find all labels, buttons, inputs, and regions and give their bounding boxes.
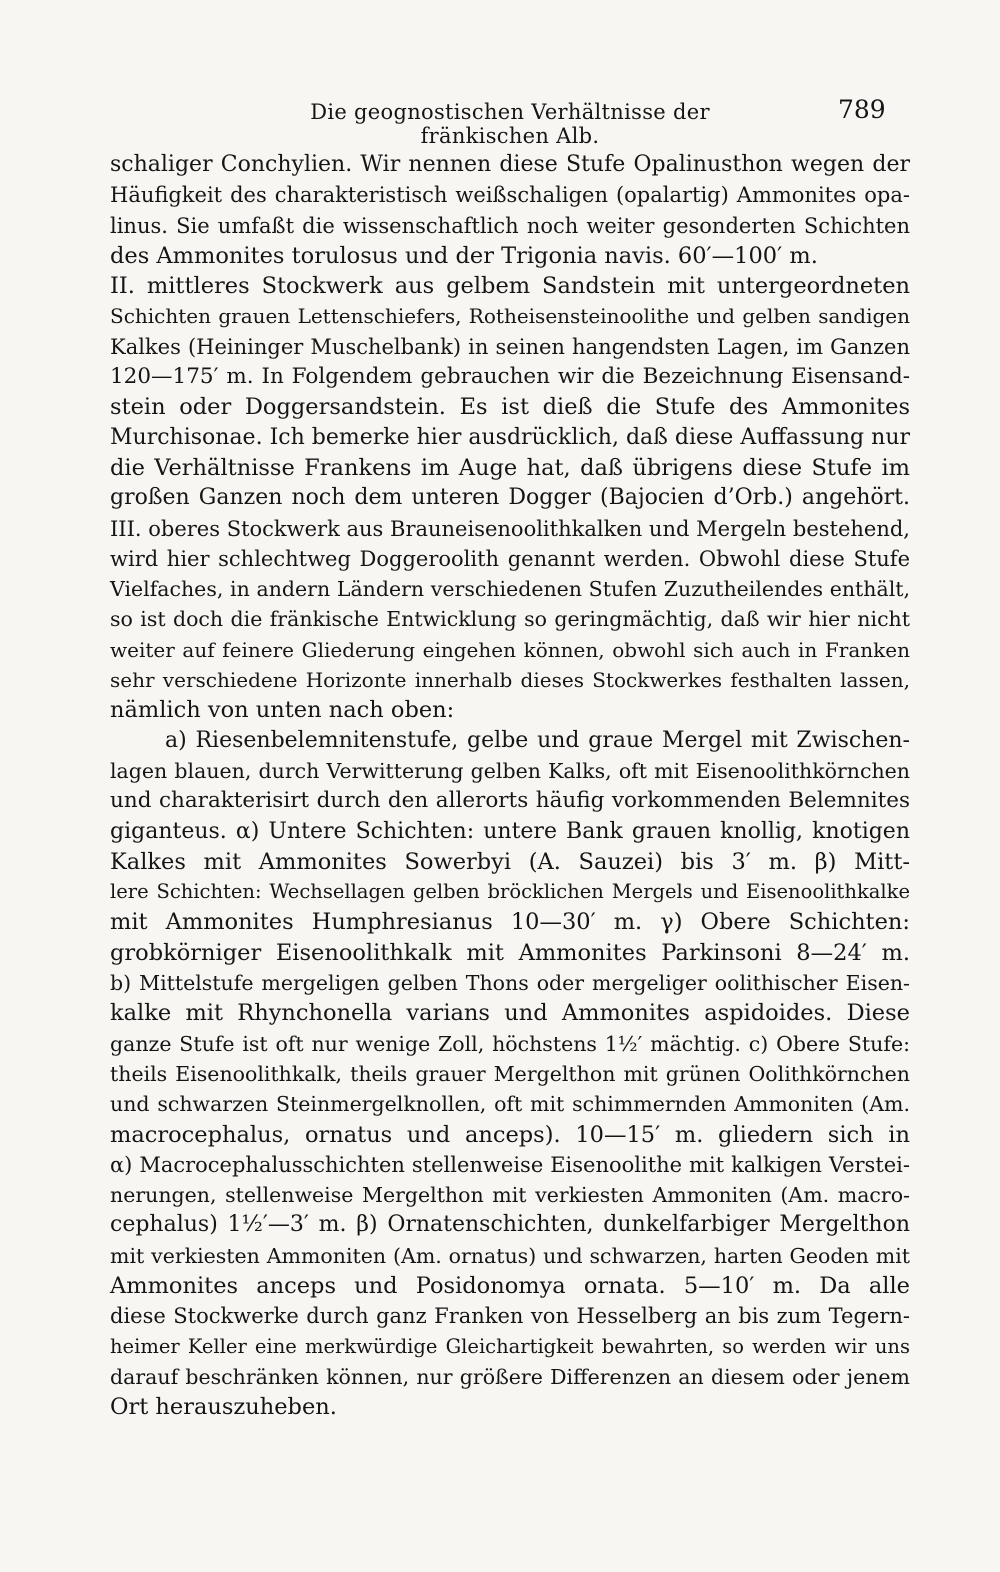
text-line: grobkörniger Eisenoolithkalk mit Ammonites Parkinsoni 8—24′ m. <box>110 939 910 966</box>
body-text <box>110 150 910 1422</box>
text-line: nerungen, stellenweise Mergelthon mit verkiesten Ammoniten (Am. macro- <box>110 1183 910 1208</box>
text-line: mit verkiesten Ammoniten (Am. ornatus) und schwarzen, harten Geoden mit <box>110 1243 910 1268</box>
text-line: III. oberes Stockwerk aus Brauneisenoolithkalken und Mergeln bestehend, <box>110 516 910 541</box>
text-line: linus. Sie umfaßt die wissenschaftlich noch weiter gesonderten Schichten <box>110 213 910 238</box>
text-line: Ort herauszuheben. <box>110 1394 337 1421</box>
text-line: lagen blauen, durch Verwitterung gelben Kalks, oft mit Eisenoolithkörnchen <box>110 758 910 783</box>
text-line: a) Riesenbelemnitenstufe, gelbe und graue Mergel mit Zwischen- <box>165 727 910 753</box>
text-line: mit Ammonites Humphresianus 10—30′ m. γ) Obere Schichten: <box>110 909 910 936</box>
text-line: sehr verschiedene Horizonte innerhalb dieses Stockwerkes festhalten lassen, <box>110 668 910 693</box>
text-line: α) Macrocephalusschichten stellenweise Eisenoolithe mit kalkigen Verstei- <box>110 1152 910 1177</box>
text-line: 120—175′ m. In Folgendem gebrauchen wir die Bezeichnung Eisensand- <box>110 364 910 390</box>
text-line: Ammonites anceps und Posidonomya ornata. 5—10′ m. Da alle <box>110 1272 910 1299</box>
text-line: darauf beschränken können, nur größere Differenzen an diesem oder jenem <box>110 1364 910 1389</box>
text-line: macrocephalus, ornatus und anceps). 10—15′ m. gliedern sich in <box>110 1121 910 1148</box>
text-line: ganze Stufe ist oft nur wenige Zoll, höchstens 1½′ mächtig. c) Obere Stufe: <box>110 1031 910 1056</box>
text-line: schaliger Conchylien. Wir nennen diese Stufe Opalinusthon wegen der <box>110 152 910 177</box>
text-line: Kalkes mit Ammonites Sowerbyi (A. Sauzei) bis 3′ m. β) Mitt- <box>110 848 910 875</box>
text-line: theils Eisenoolithkalk, theils grauer Mergelthon mit grünen Oolithkörnchen <box>110 1061 910 1086</box>
text-line: und charakterisirt durch den allerorts häufig vorkommenden Belemnites <box>110 788 910 814</box>
text-line: die Verhältnisse Frankens im Auge hat, daß übrigens diese Stufe im <box>110 454 910 481</box>
text-line: II. mittleres Stockwerk aus gelbem Sandstein mit untergeordneten <box>110 273 910 300</box>
running-header: Die geognostischen Verhältnisse der fränkischen Alb. <box>310 100 710 148</box>
text-line: giganteus. α) Untere Schichten: untere Bank grauen knollig, knotigen <box>110 818 910 844</box>
text-line: lere Schichten: Wechsellagen gelben bröcklichen Mergels und Eisenoolithkalke <box>110 880 910 904</box>
text-line: großen Ganzen noch dem unteren Dogger (Bajocien d’Orb.) angehört. <box>110 485 910 511</box>
text-line: stein oder Doggersandstein. Es ist dieß die Stufe des Ammonites <box>110 394 910 421</box>
text-line: kalke mit Rhynchonella varians und Ammonites aspidoides. Diese <box>110 1000 910 1027</box>
text-line: Häufigkeit des charakteristisch weißschaligen (opalartig) Ammonites opa- <box>110 183 910 208</box>
text-line: Kalkes (Heininger Muschelbank) in seinen hangendsten Lagen, im Ganzen <box>110 334 910 359</box>
text-line: cephalus) 1½′—3′ m. β) Ornatenschichten, dunkelfarbiger Mergelthon <box>110 1212 910 1238</box>
text-line: Murchisonae. Ich bemerke hier ausdrücklich, daß diese Auffassung nur <box>110 424 910 450</box>
page-number: 789 <box>838 95 886 124</box>
text-line: des Ammonites torulosus und der Trigonia navis. 60′—100′ m. <box>110 242 818 269</box>
text-line: Vielfaches, in andern Ländern verschiedenen Stufen Zuzutheilendes enthält, <box>110 577 910 602</box>
text-line: weiter auf feinere Gliederung eingehen können, obwohl sich auch in Franken <box>110 637 910 662</box>
text-line: Schichten grauen Lettenschiefers, Rotheisensteinoolithe und gelben sandigen <box>110 304 910 329</box>
text-line: heimer Keller eine merkwürdige Gleichartigkeit bewahrten, so werden wir uns <box>110 1334 910 1358</box>
text-line: so ist doch die fränkische Entwicklung so geringmächtig, daß wir hier nicht <box>110 607 910 632</box>
text-line: wird hier schlechtweg Doggeroolith genannt werden. Obwohl diese Stufe <box>110 546 910 571</box>
text-line: diese Stockwerke durch ganz Franken von Hesselberg an bis zum Tegern- <box>110 1304 910 1329</box>
text-line: und schwarzen Steinmergelknollen, oft mit schimmernden Ammoniten (Am. <box>110 1092 910 1117</box>
text-line: nämlich von unten nach oben: <box>110 697 455 724</box>
text-line: b) Mittelstufe mergeligen gelben Thons oder mergeliger oolithischer Eisen- <box>110 971 910 996</box>
